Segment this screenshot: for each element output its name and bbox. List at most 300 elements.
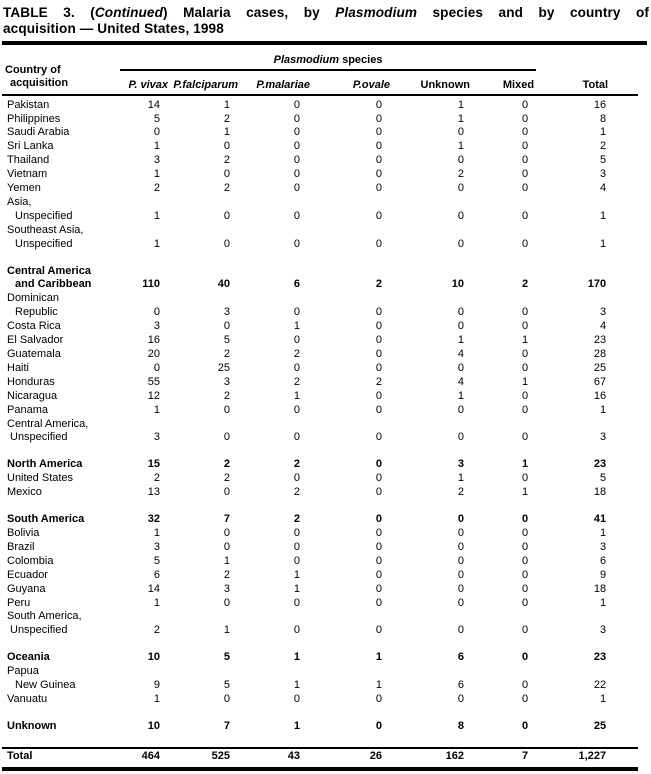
cell-p-falciparum: 2 (223, 568, 230, 581)
cell-p-falciparum: 2 (223, 112, 230, 125)
cell-unknown: 0 (457, 568, 464, 581)
spanner-row (2, 45, 638, 70)
country-cell (2, 486, 120, 500)
table-row (2, 472, 638, 486)
cell-p-ovale: 0 (375, 472, 382, 485)
cell-mixed: 0 (521, 182, 529, 195)
cell-p-ovale: 26 (316, 748, 396, 767)
cell-p-vivax: 3 (153, 320, 160, 333)
spacer-cell (2, 500, 638, 513)
cell-p-ovale: 0 (375, 431, 382, 444)
cell-p-falciparum: 0 (223, 209, 230, 222)
country-cell (2, 665, 120, 693)
country-cell (2, 472, 120, 486)
cell-mixed: 1 (521, 334, 529, 347)
cell-p-ovale: 0 (375, 209, 382, 222)
cell-mixed: 7 (476, 748, 536, 767)
cell-total: 25 (593, 719, 607, 732)
cell-mixed: 0 (521, 140, 529, 153)
cell-p-ovale: 0 (375, 719, 382, 732)
cell-p-malariae: 43 (244, 748, 316, 767)
cell-p-falciparum: 0 (223, 596, 230, 609)
cell-p-falciparum: 1 (223, 98, 230, 111)
cell-p-ovale: 0 (375, 568, 382, 581)
cell-p-falciparum: 0 (223, 526, 230, 539)
cell-total: 18 (593, 486, 607, 499)
table-row (2, 665, 638, 693)
cell-mixed: 1 (521, 375, 529, 388)
cell-p-ovale: 0 (375, 540, 382, 553)
cell-p-malariae: 2 (293, 375, 300, 388)
cell-unknown: 0 (457, 209, 464, 222)
cell-unknown: 4 (457, 348, 464, 360)
cell-p-vivax: 12 (147, 389, 160, 402)
cell-p-ovale: 2 (375, 278, 382, 291)
cell-unknown: 0 (457, 596, 464, 609)
country-cell (2, 224, 120, 252)
cell-p-malariae: 6 (293, 278, 300, 291)
section-summary-row (2, 265, 638, 293)
cell-p-vivax: 32 (147, 513, 160, 526)
cell-total: 2 (599, 140, 607, 153)
cell-p-malariae: 0 (293, 692, 300, 705)
cell-p-ovale: 0 (375, 348, 382, 360)
country-cell (2, 693, 120, 707)
country-cell (2, 265, 120, 293)
cell-p-vivax: 1 (153, 692, 160, 705)
country-label: Unspecified (10, 431, 68, 444)
spacer-row (2, 500, 638, 513)
cell-mixed: 0 (521, 679, 529, 692)
cell-p-vivax: 3 (153, 154, 160, 167)
cell-p-vivax: 1 (153, 140, 160, 153)
cell-p-vivax: 464 (120, 748, 172, 767)
cell-mixed: 0 (521, 431, 529, 444)
cell-mixed: 0 (521, 98, 529, 111)
country-label: Pakistan (7, 98, 50, 111)
country-header-line2: acquisition (10, 77, 69, 90)
cell-total: 23 (593, 458, 607, 471)
cell-mixed: 0 (521, 361, 529, 374)
country-label: El Salvador (7, 334, 64, 347)
table-title (0, 0, 651, 37)
cell-p-malariae: 0 (293, 334, 300, 347)
cell-p-vivax: 1 (153, 596, 160, 609)
cell-total: 23 (593, 651, 607, 664)
country-label: Republic (15, 306, 58, 319)
cell-unknown: 0 (457, 513, 464, 526)
cell-p-vivax: 1 (153, 209, 160, 222)
table-row (2, 95, 638, 113)
table-row (2, 597, 638, 611)
cell-p-falciparum: 7 (223, 719, 230, 732)
cell-p-ovale: 1 (375, 679, 382, 692)
cell-unknown: 1 (457, 98, 464, 111)
cell-p-malariae: 1 (293, 719, 300, 732)
country-cell (2, 404, 120, 418)
table-title-line1 (3, 5, 649, 21)
cell-p-ovale: 0 (375, 458, 382, 471)
title-italic-segment: Plasmodium (335, 5, 418, 20)
cell-total: 3 (599, 168, 607, 181)
spacer-cell (2, 252, 638, 265)
cell-unknown: 10 (451, 278, 464, 291)
table-row (2, 390, 638, 404)
country-label: Bolivia (7, 526, 40, 539)
country-cell (2, 597, 120, 611)
cell-mixed: 0 (521, 582, 529, 595)
country-cell (2, 390, 120, 404)
cell-p-malariae: 2 (293, 458, 300, 471)
cell-p-malariae: 0 (293, 306, 300, 319)
cell-p-vivax: 5 (153, 112, 160, 125)
country-cell (2, 651, 120, 665)
country-label: Oceania (7, 651, 50, 664)
cell-p-vivax: 15 (147, 458, 160, 471)
country-label: Southeast Asia, (7, 223, 84, 236)
cell-p-vivax: 0 (153, 126, 160, 139)
cell-p-falciparum: 0 (223, 540, 230, 553)
cell-total: 25 (593, 361, 607, 374)
table-row (2, 527, 638, 541)
cell-mixed: 0 (521, 624, 529, 637)
table-row (2, 348, 638, 362)
country-cell (2, 362, 120, 376)
cell-p-malariae: 0 (293, 540, 300, 553)
cell-p-falciparum: 5 (223, 651, 230, 664)
country-label: Mexico (7, 486, 42, 499)
cell-mixed: 0 (521, 112, 529, 125)
cell-p-malariae: 2 (293, 486, 300, 499)
cell-p-malariae: 0 (293, 472, 300, 485)
column-header-p-falciparum: P.falciparum (172, 70, 244, 95)
cell-p-falciparum: 0 (223, 320, 230, 333)
cell-mixed: 0 (521, 526, 529, 539)
cell-p-ovale: 0 (375, 237, 382, 250)
cell-p-vivax: 9 (153, 679, 160, 692)
country-label: Vietnam (7, 168, 48, 181)
country-label: Central America (7, 264, 91, 277)
cell-mixed: 0 (521, 306, 529, 319)
table-row (2, 182, 638, 196)
cell-p-malariae: 0 (293, 554, 300, 567)
title-segment: ) Malaria cases, by (162, 5, 336, 20)
cell-mixed: 2 (521, 278, 529, 291)
cell-total: 1 (599, 403, 607, 416)
table-row (2, 320, 638, 334)
cell-p-falciparum: 3 (223, 582, 230, 595)
cell-mixed: 1 (521, 458, 529, 471)
country-label: Peru (7, 596, 31, 609)
cell-unknown: 3 (457, 458, 464, 471)
country-label: North America (7, 458, 83, 471)
table-row (2, 362, 638, 376)
cell-total: 23 (593, 334, 607, 347)
cell-p-malariae: 0 (293, 403, 300, 416)
cell-p-malariae: 0 (293, 624, 300, 637)
cell-p-falciparum: 525 (172, 748, 244, 767)
table-header (2, 45, 638, 95)
table-row (2, 486, 638, 500)
cell-p-falciparum: 5 (223, 334, 230, 347)
cell-total: 5 (599, 472, 607, 485)
cell-mixed: 0 (521, 692, 529, 705)
country-cell (2, 182, 120, 196)
cell-p-vivax: 1 (153, 526, 160, 539)
country-cell (2, 748, 120, 767)
cell-p-malariae: 0 (293, 112, 300, 125)
cell-mixed: 0 (521, 540, 529, 553)
country-label: United States (7, 472, 74, 485)
section-summary-row (2, 458, 638, 472)
cell-mixed: 0 (521, 348, 529, 360)
table-row (2, 583, 638, 597)
cell-p-falciparum: 0 (223, 692, 230, 705)
country-label: and Caribbean (15, 278, 92, 291)
cell-p-malariae: 1 (293, 320, 300, 333)
cell-unknown: 0 (457, 320, 464, 333)
cell-p-vivax: 55 (147, 375, 160, 388)
cell-mixed: 0 (521, 719, 529, 732)
cell-mixed: 0 (521, 651, 529, 664)
cell-total: 3 (599, 540, 607, 553)
cell-p-vivax: 2 (153, 624, 160, 637)
country-label: New Guinea (15, 679, 76, 692)
country-cell (2, 320, 120, 334)
country-cell (2, 527, 120, 541)
country-cell (2, 196, 120, 224)
spacer-row (2, 638, 638, 651)
table-row (2, 126, 638, 140)
cell-p-falciparum: 0 (223, 403, 230, 416)
cell-mixed: 0 (521, 554, 529, 567)
cell-p-ovale: 0 (375, 182, 382, 195)
country-label: Total (7, 749, 33, 762)
country-cell (2, 610, 120, 638)
country-label: Guatemala (7, 348, 61, 360)
cell-total: 28 (593, 348, 607, 360)
table-row (2, 292, 638, 320)
spacer-row (2, 445, 638, 458)
spacer-cell (2, 734, 638, 748)
cell-p-vivax: 6 (153, 568, 160, 581)
cell-mixed: 0 (521, 209, 529, 222)
country-label: Nicaragua (7, 389, 58, 402)
cell-total: 1,227 (536, 748, 638, 767)
cell-p-ovale: 2 (375, 375, 382, 388)
cell-p-ovale: 0 (375, 154, 382, 167)
cell-unknown: 0 (457, 526, 464, 539)
cell-total: 4 (599, 182, 607, 195)
cell-p-falciparum: 2 (223, 389, 230, 402)
country-cell (2, 458, 120, 472)
cell-mixed: 0 (521, 389, 529, 402)
cell-p-falciparum: 2 (223, 154, 230, 167)
title-italic-segment: Continued (94, 5, 163, 20)
cell-unknown: 0 (457, 237, 464, 250)
country-label: Sri Lanka (7, 140, 54, 153)
country-cell (2, 95, 120, 113)
cell-p-falciparum: 2 (223, 472, 230, 485)
column-header-p-malariae: P.malariae (244, 70, 316, 95)
cell-p-ovale: 0 (375, 389, 382, 402)
cell-p-vivax: 1 (153, 237, 160, 250)
cell-mixed: 0 (521, 596, 529, 609)
cell-mixed: 0 (521, 237, 529, 250)
table-row (2, 113, 638, 127)
cell-p-falciparum: 40 (217, 278, 230, 291)
cell-p-vivax: 1 (153, 168, 160, 181)
country-label: Unknown (7, 719, 57, 732)
country-label: Papua (7, 665, 39, 678)
cell-p-malariae: 0 (293, 126, 300, 139)
cell-p-malariae: 2 (293, 513, 300, 526)
table-row (2, 224, 638, 252)
cell-p-vivax: 2 (153, 182, 160, 195)
cell-p-ovale: 0 (375, 692, 382, 705)
country-label: Yemen (7, 182, 41, 195)
cell-total: 3 (599, 431, 607, 444)
cell-mixed: 0 (521, 154, 529, 167)
country-cell (2, 555, 120, 569)
cell-mixed: 0 (521, 126, 529, 139)
table-row (2, 541, 638, 555)
country-cell (2, 154, 120, 168)
cell-p-vivax: 10 (147, 651, 160, 664)
cell-unknown: 0 (457, 431, 464, 444)
country-label: Asia, (7, 195, 32, 208)
country-cell (2, 348, 120, 362)
cell-unknown: 0 (457, 403, 464, 416)
total-row (2, 748, 638, 767)
cell-unknown: 1 (457, 472, 464, 485)
column-header-country (2, 45, 120, 95)
cell-p-vivax: 10 (147, 719, 160, 732)
country-cell (2, 583, 120, 597)
malaria-cases-table (2, 45, 638, 767)
cell-unknown: 0 (457, 692, 464, 705)
cell-p-ovale: 0 (375, 140, 382, 153)
cell-p-ovale: 0 (375, 98, 382, 111)
cell-unknown: 1 (457, 334, 464, 347)
country-label: Unspecified (10, 624, 68, 637)
cell-unknown: 4 (457, 375, 464, 388)
cell-p-falciparum: 3 (223, 375, 230, 388)
cell-p-ovale: 0 (375, 624, 382, 637)
cell-p-vivax: 1 (153, 403, 160, 416)
country-label: Colombia (7, 554, 54, 567)
cell-p-vivax: 14 (147, 98, 160, 111)
cell-unknown: 0 (457, 154, 464, 167)
cell-unknown: 0 (457, 582, 464, 595)
cell-unknown: 0 (457, 554, 464, 567)
cell-total: 18 (593, 582, 607, 595)
column-header-p-vivax: P. vivax (120, 70, 172, 95)
country-cell (2, 418, 120, 446)
cell-p-ovale: 0 (375, 126, 382, 139)
country-cell (2, 541, 120, 555)
title-segment: TABLE 3. ( (3, 5, 95, 20)
cell-p-vivax: 110 (142, 278, 160, 291)
country-label: Thailand (7, 154, 50, 167)
table-body (2, 95, 638, 767)
title-segment: species and by country of (417, 5, 649, 20)
country-label: Unspecified (15, 209, 73, 222)
cell-p-ovale: 0 (375, 334, 382, 347)
cell-p-malariae: 0 (293, 237, 300, 250)
cell-total: 5 (599, 154, 607, 167)
cell-p-falciparum: 0 (223, 431, 230, 444)
cell-unknown: 162 (396, 748, 476, 767)
cell-p-ovale: 0 (375, 596, 382, 609)
cell-p-malariae: 0 (293, 361, 300, 374)
cell-total: 3 (599, 624, 607, 637)
country-cell (2, 140, 120, 154)
cell-total: 170 (587, 278, 607, 291)
country-label: Unspecified (15, 237, 73, 250)
country-label: Ecuador (7, 568, 48, 581)
cell-unknown: 1 (457, 140, 464, 153)
cell-p-ovale: 0 (375, 526, 382, 539)
table-title-line2: acquisition — United States, 1998 (3, 20, 224, 36)
cell-p-malariae: 0 (293, 526, 300, 539)
cell-total: 1 (599, 692, 607, 705)
cell-p-falciparum: 1 (223, 624, 230, 637)
cell-total: 16 (593, 98, 607, 111)
country-label: Panama (7, 403, 48, 416)
cell-p-vivax: 3 (153, 431, 160, 444)
cell-mixed: 0 (521, 513, 529, 526)
cell-p-malariae: 1 (293, 651, 300, 664)
country-label: Costa Rica (7, 320, 61, 333)
cell-total: 1 (599, 596, 607, 609)
cell-p-malariae: 0 (293, 209, 300, 222)
country-label: Vanuatu (7, 692, 48, 705)
cell-unknown: 0 (457, 361, 464, 374)
cell-p-ovale: 0 (375, 513, 382, 526)
country-label: Brazil (7, 540, 35, 553)
table-row (2, 154, 638, 168)
country-label: Central America, (7, 417, 89, 430)
country-cell (2, 168, 120, 182)
cell-p-falciparum: 0 (223, 168, 230, 181)
cell-p-ovale: 0 (375, 554, 382, 567)
table-row (2, 140, 638, 154)
cell-p-falciparum: 5 (223, 679, 230, 692)
cell-p-malariae: 1 (293, 582, 300, 595)
cell-mixed: 1 (521, 486, 529, 499)
spacer-cell (2, 638, 638, 651)
country-cell (2, 292, 120, 320)
cell-total: 16 (593, 389, 607, 402)
table-row (2, 334, 638, 348)
cell-p-ovale: 0 (375, 486, 382, 499)
cell-p-malariae: 0 (293, 154, 300, 167)
cell-p-vivax: 0 (153, 361, 160, 374)
cell-p-malariae: 0 (293, 182, 300, 195)
cell-p-vivax: 16 (147, 334, 160, 347)
cell-p-falciparum: 0 (223, 486, 230, 499)
cell-unknown: 1 (457, 389, 464, 402)
country-label: Dominican (7, 292, 59, 305)
table-row (2, 610, 638, 638)
cell-p-vivax: 14 (147, 582, 160, 595)
cell-p-falciparum: 25 (217, 361, 230, 374)
spacer-row (2, 734, 638, 748)
spacer-cell (2, 445, 638, 458)
cell-unknown: 0 (457, 126, 464, 139)
cell-total: 3 (599, 306, 607, 319)
